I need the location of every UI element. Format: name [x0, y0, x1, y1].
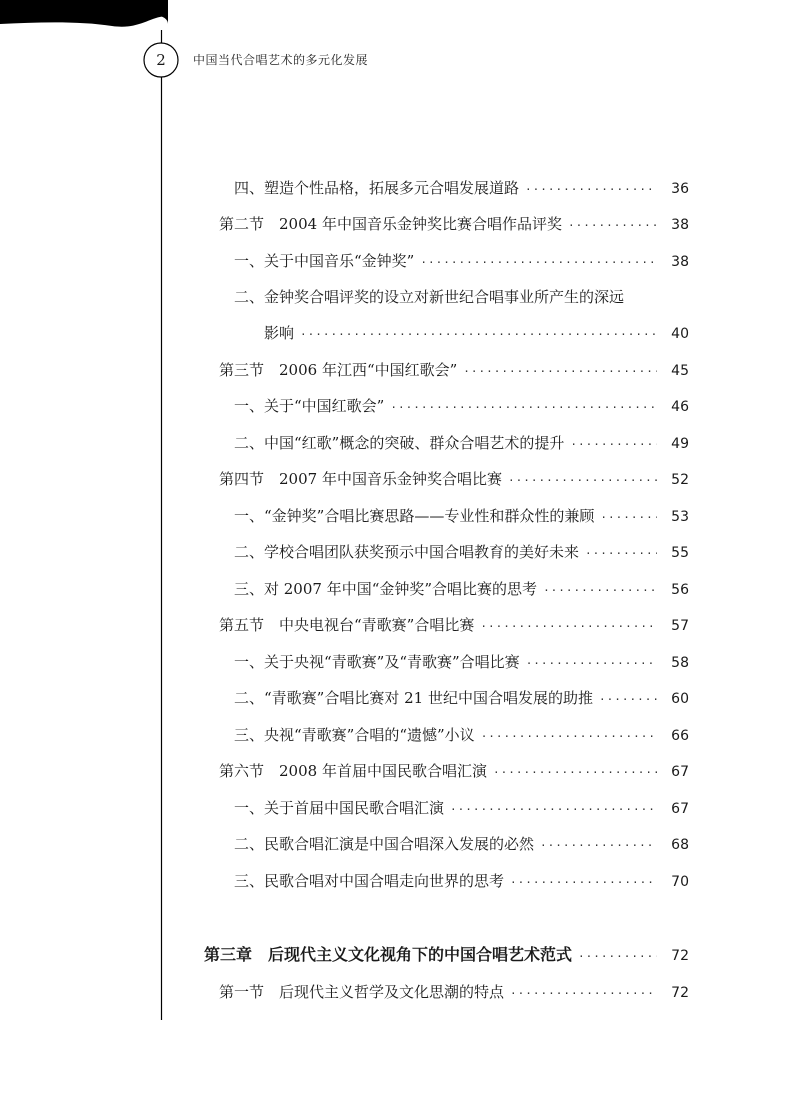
- toc-entry: [219, 468, 689, 492]
- toc-entry-page: 36: [671, 181, 689, 197]
- dot-leader: [510, 876, 657, 889]
- dot-leader: [540, 839, 657, 852]
- toc-entry-title: 三、民歌合唱对中国合唱走向世界的思考: [234, 872, 505, 890]
- toc-entry: [219, 213, 689, 237]
- dot-leader: [481, 730, 657, 743]
- dot-leader: [570, 438, 657, 451]
- toc-entry: [234, 177, 689, 201]
- dot-leader: [600, 511, 657, 524]
- toc-entry: [234, 833, 689, 857]
- dot-leader: [543, 584, 657, 597]
- page-number: 2: [156, 51, 166, 69]
- toc-entry-page: 66: [671, 728, 689, 744]
- dot-leader: [420, 256, 657, 269]
- toc-entry-title: 二、“青歌赛”合唱比赛对 21 世纪中国合唱发展的助推: [234, 689, 593, 707]
- toc-entry-page: 49: [671, 436, 689, 452]
- toc-entry: [234, 505, 689, 529]
- toc-entry-page: 38: [671, 217, 689, 233]
- toc-entry: [234, 724, 689, 748]
- dot-leader: [390, 401, 657, 414]
- toc-entry-title: 二、学校合唱团队获奖预示中国合唱教育的美好未来: [234, 543, 580, 561]
- toc-entry: [234, 651, 689, 675]
- toc-entry-title: 一、关于央视“青歌赛”及“青歌赛”合唱比赛: [234, 653, 520, 671]
- dot-leader: [599, 693, 657, 706]
- toc-entry-page: 55: [671, 545, 689, 561]
- toc-entry: [219, 981, 689, 1005]
- toc-entry-page: 68: [671, 837, 689, 853]
- toc-entry-title: 二、中国“红歌”概念的突破、群众合唱艺术的提升: [234, 434, 565, 452]
- dot-leader: [508, 474, 657, 487]
- toc-entry-title: 二、金钟奖合唱评奖的设立对新世纪合唱事业所产生的深远: [234, 288, 625, 306]
- toc-entry-page: 58: [671, 655, 689, 671]
- toc-entry-title: 三、对 2007 年中国“金钟奖”合唱比赛的思考: [234, 580, 538, 598]
- dot-leader: [463, 365, 657, 378]
- dot-leader: [585, 547, 657, 560]
- toc-entry-page: 60: [671, 691, 689, 707]
- dot-leader: [493, 766, 657, 779]
- running-title: 中国当代合唱艺术的多元化发展: [193, 53, 369, 67]
- toc-entry-title: 第五节 中央电视台“青歌赛”合唱比赛: [219, 616, 475, 634]
- toc-entry-title: 影响: [264, 324, 295, 342]
- toc-entry-page: 57: [671, 618, 689, 634]
- toc-entry-title: 第六节 2008 年首届中国民歌合唱汇演: [219, 762, 487, 780]
- dot-leader: [300, 328, 657, 341]
- toc-entry-title: 第四节 2007 年中国音乐金钟奖合唱比赛: [219, 470, 502, 488]
- toc-entry-page: 46: [671, 399, 689, 415]
- toc-entry-title: 一、关于“中国红歌会”: [234, 397, 385, 415]
- toc-entry-title: 第三节 2006 年江西“中国红歌会”: [219, 361, 458, 379]
- toc-entry-page: 53: [671, 509, 689, 525]
- toc-entry-title: 三、央视“青歌赛”合唱的“遗憾”小议: [234, 726, 475, 744]
- toc-entry: [234, 870, 689, 894]
- toc-entry-page: 45: [671, 363, 689, 379]
- toc-entry-page: 67: [671, 764, 689, 780]
- toc-entry-title: 四、塑造个性品格，拓展多元合唱发展道路: [234, 179, 520, 197]
- toc-entry: [264, 322, 689, 346]
- toc-entry-page: 56: [671, 582, 689, 598]
- toc-entry: [234, 432, 689, 456]
- dot-leader: [568, 219, 657, 232]
- toc-entry: [219, 614, 689, 638]
- toc-entry-page: 52: [671, 472, 689, 488]
- toc-entry-title: 第三章 后现代主义文化视角下的中国合唱艺术范式: [204, 945, 573, 964]
- toc-entry-page: 72: [671, 948, 689, 964]
- toc-entry: [234, 250, 689, 274]
- dot-leader: [578, 950, 657, 963]
- toc-entry: [234, 687, 689, 711]
- dot-leader: [480, 620, 657, 633]
- toc-entry: [234, 395, 689, 419]
- dot-leader: [526, 657, 657, 670]
- toc-entry-page: 70: [671, 874, 689, 890]
- toc-entry-title: 一、关于中国音乐“金钟奖”: [234, 252, 415, 270]
- top-band-decoration: [0, 0, 168, 27]
- dot-leader: [450, 803, 657, 816]
- toc-entry-title: 一、关于首届中国民歌合唱汇演: [234, 799, 445, 817]
- toc-entry-title: 第一节 后现代主义哲学及文化思潮的特点: [219, 983, 505, 1001]
- toc-entry: [234, 541, 689, 565]
- toc-entry-title: 一、“金钟奖”合唱比赛思路——专业性和群众性的兼顾: [234, 507, 595, 525]
- toc-entry: [234, 286, 689, 310]
- toc-entry-page: 72: [671, 985, 689, 1001]
- toc-entry-title: 第二节 2004 年中国音乐金钟奖比赛合唱作品评奖: [219, 215, 562, 233]
- toc-entry-title: 二、民歌合唱汇演是中国合唱深入发展的必然: [234, 835, 535, 853]
- toc-entry: [234, 797, 689, 821]
- toc-entry-page: 67: [671, 801, 689, 817]
- toc-entry: [219, 359, 689, 383]
- toc-entry-page: 38: [671, 254, 689, 270]
- dot-leader: [510, 987, 657, 1000]
- toc-entry: [234, 578, 689, 602]
- toc-entry: [219, 760, 689, 784]
- dot-leader: [525, 183, 657, 196]
- toc-entry-page: 40: [671, 326, 689, 342]
- toc-chapter-entry: [204, 942, 689, 966]
